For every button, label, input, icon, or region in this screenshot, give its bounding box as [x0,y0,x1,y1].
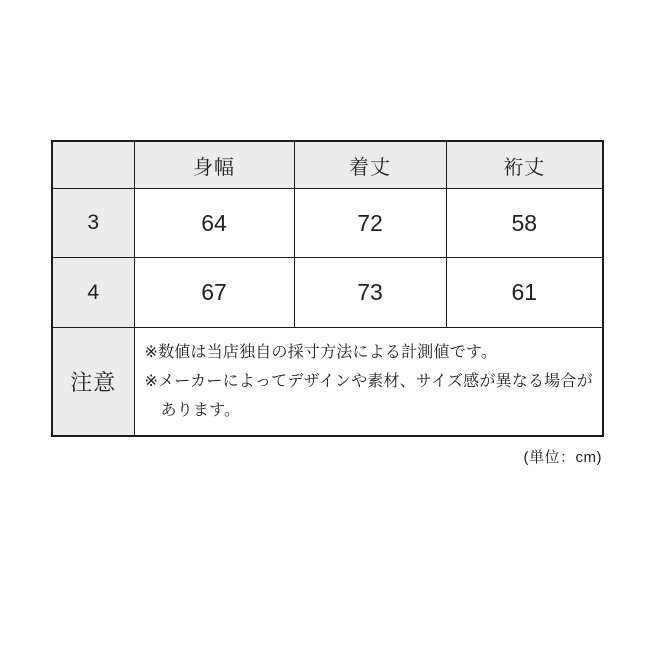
table-row-note [52,328,603,437]
note-cell [134,328,603,437]
size-chart [51,140,602,467]
cell-size3-length: 72 [294,189,446,258]
cell-size3-sleeve: 58 [446,189,603,258]
row-label-size-3: 3 [52,189,134,258]
note-line-2: ※メーカーによってデザインや素材、サイズ感が異なる場合が [144,373,593,390]
row-label-size-4: 4 [52,258,134,328]
size-table [51,140,604,437]
table-row-size-3 [52,189,603,258]
col-header-body-width: 身幅 [134,141,294,189]
note-line-1: ※数値は当店独自の採寸方法による計測値です。 [144,344,498,361]
table-header-row [52,141,603,189]
cell-size4-sleeve: 61 [446,258,603,328]
note-row-label: 注意 [52,328,134,437]
corner-cell [52,141,134,189]
col-header-sleeve: 裄丈 [446,141,603,189]
cell-size3-body-width: 64 [134,189,294,258]
cell-size4-body-width: 67 [134,258,294,328]
table-row-size-4 [52,258,603,328]
cell-size4-length: 73 [294,258,446,328]
unit-label: (単位：cm) [523,449,602,466]
col-header-length: 着丈 [294,141,446,189]
note-line-3: あります。 [160,402,241,419]
